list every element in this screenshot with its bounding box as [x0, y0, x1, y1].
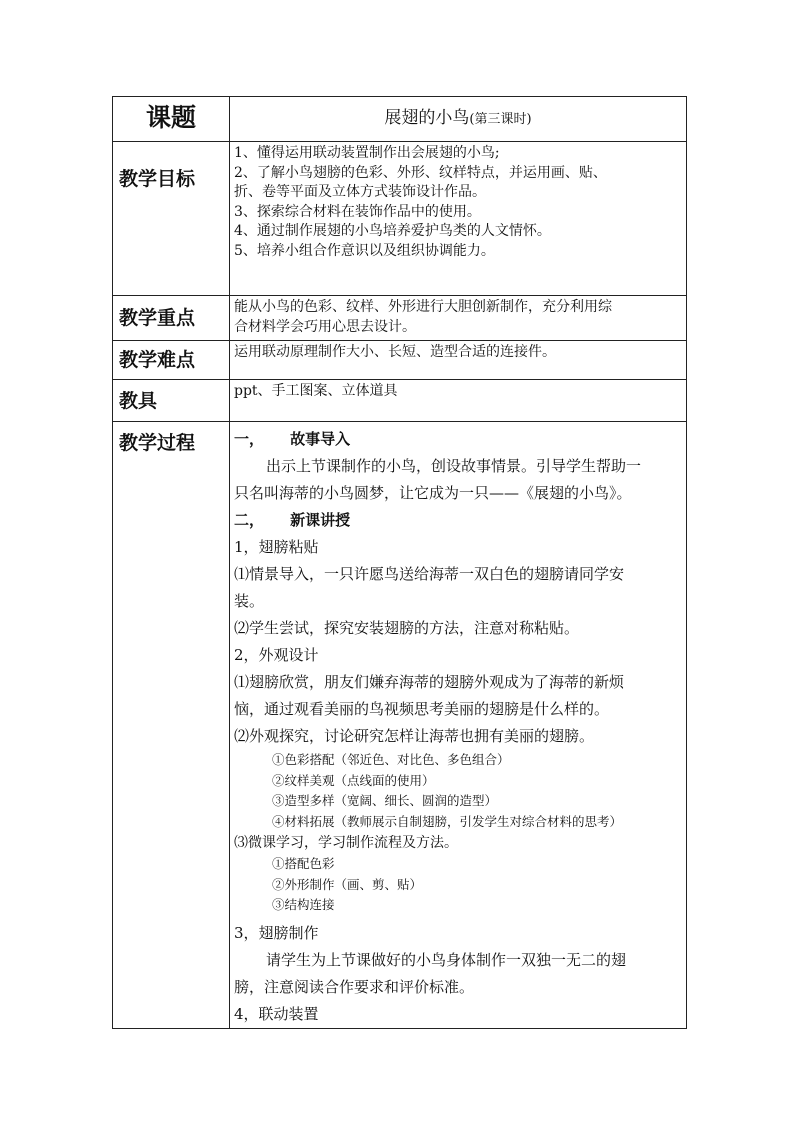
- difficulty-line: 运用联动原理制作大小、长短、造型合适的连接件。: [234, 344, 556, 360]
- key-points-text: [230, 296, 686, 337]
- design-point: ②纹样美观（点线面的使用）: [272, 772, 435, 788]
- design-point: ④材料拓展（教师展示自制翅膀，引发学生对综合材料的思考）: [272, 813, 623, 829]
- materials-label-cell: [113, 380, 230, 422]
- topic-label-cell: [113, 97, 230, 142]
- key-points-cell: [230, 296, 687, 341]
- topic-3-paragraph: 膀，注意阅读合作要求和评价标准。: [234, 977, 475, 996]
- key-point-line: 能从小鸟的色彩、纹样、外形进行大胆创新制作，充分利用综: [234, 299, 612, 315]
- row-topic: [113, 97, 687, 142]
- materials-text: [230, 380, 686, 402]
- section-1-paragraph: 出示上节课制作的小鸟，创设故事情景。引导学生帮助一: [266, 457, 642, 475]
- process-point: ③结构连接: [272, 897, 335, 912]
- difficulties-label: 教学难点: [119, 349, 196, 371]
- key-points-label: 教学重点: [119, 307, 196, 329]
- difficulties-label-cell: [113, 341, 230, 380]
- objectives-cell: [230, 142, 687, 296]
- objectives-label-cell: [113, 142, 230, 296]
- section-1-paragraph: 只名叫海蒂的小鸟圆梦，让它成为一只——《展翅的小鸟》。: [234, 484, 632, 502]
- key-point-line: 合材料学会巧用心思去设计。: [234, 318, 416, 335]
- objective-line: 4、通过制作展翅的小鸟培养爱护鸟类的人文情怀。: [234, 223, 551, 240]
- process-text: [230, 422, 686, 1028]
- topic-title-cell: [230, 97, 687, 142]
- process-point: ①搭配色彩: [272, 856, 335, 871]
- section-2-heading: 二， 新课讲授: [234, 511, 351, 529]
- topic-2-step-2: ⑵外观探究，讨论研究怎样让海蒂也拥有美丽的翅膀。: [234, 727, 595, 745]
- process-point: ②外形制作（画、剪、贴）: [272, 876, 423, 892]
- row-materials: [113, 380, 687, 422]
- topic-1-step-1: ⑴情景导入，一只许愿鸟送给海蒂一双白色的翅膀请同学安: [234, 565, 625, 583]
- lesson-title: 展翅的小鸟: [384, 108, 470, 128]
- section-1-heading: 一， 故事导入: [234, 430, 351, 448]
- materials-label: 教具: [119, 389, 158, 412]
- objective-line: 3、探索综合材料在装饰作品中的使用。: [234, 203, 481, 220]
- row-key-points: [113, 296, 687, 341]
- lesson-plan-table: [112, 96, 687, 1029]
- design-point: ①色彩搭配（邻近色、对比色、多色组合）: [272, 752, 510, 767]
- topic-3-paragraph: 请学生为上节课做好的小鸟身体制作一双独一无二的翅: [266, 950, 627, 969]
- topic-3-heading: 3，翅膀制作: [234, 923, 319, 942]
- process-label-cell: [113, 422, 230, 1029]
- topic-2-step-1: ⑴翅膀欣赏，朋友们嫌弃海蒂的翅膀外观成为了海蒂的新烦: [234, 673, 625, 691]
- objective-line: 5、培养小组合作意识以及组织协调能力。: [234, 242, 495, 259]
- topic-1-heading: 1，翅膀粘贴: [234, 538, 319, 556]
- row-difficulties: [113, 341, 687, 380]
- difficulties-cell: [230, 341, 687, 380]
- key-points-label-cell: [113, 296, 230, 341]
- objectives-label: 教学目标: [119, 167, 196, 190]
- design-point: ③造型多样（宽阔、细长、圆润的造型）: [272, 793, 498, 808]
- row-objectives: [113, 142, 687, 296]
- objective-line: 2、了解小鸟翅膀的色彩、外形、纹样特点，并运用画、贴、: [234, 164, 607, 181]
- materials-cell: [230, 380, 687, 422]
- topic-2-step-3: ⑶微课学习，学习制作流程及方法。: [234, 835, 458, 851]
- objectives-text: [230, 142, 686, 262]
- topic-2-step-1: 恼，通过观看美丽的鸟视频思考美丽的翅膀是什么样的。: [234, 700, 610, 718]
- materials-line: ppt、手工图案、立体道具: [234, 383, 398, 399]
- topic-1-step-2: ⑵学生尝试，探究安装翅膀的方法，注意对称粘贴。: [234, 619, 580, 637]
- lesson-subtitle: (第三课时): [469, 112, 532, 127]
- topic-4-heading: 4，联动装置: [234, 1004, 319, 1023]
- topic-2-heading: 2，外观设计: [234, 646, 319, 664]
- difficulties-text: [230, 341, 686, 363]
- row-process: [113, 422, 687, 1029]
- topic-1-step-1: 装。: [234, 592, 265, 610]
- objective-line: 1、懂得运用联动装置制作出会展翅的小鸟;: [234, 145, 500, 161]
- objective-line: 折、卷等平面及立体方式装饰设计作品。: [234, 184, 486, 201]
- process-label: 教学过程: [119, 432, 196, 454]
- process-cell: [230, 422, 687, 1029]
- topic-label: 课题: [145, 103, 196, 132]
